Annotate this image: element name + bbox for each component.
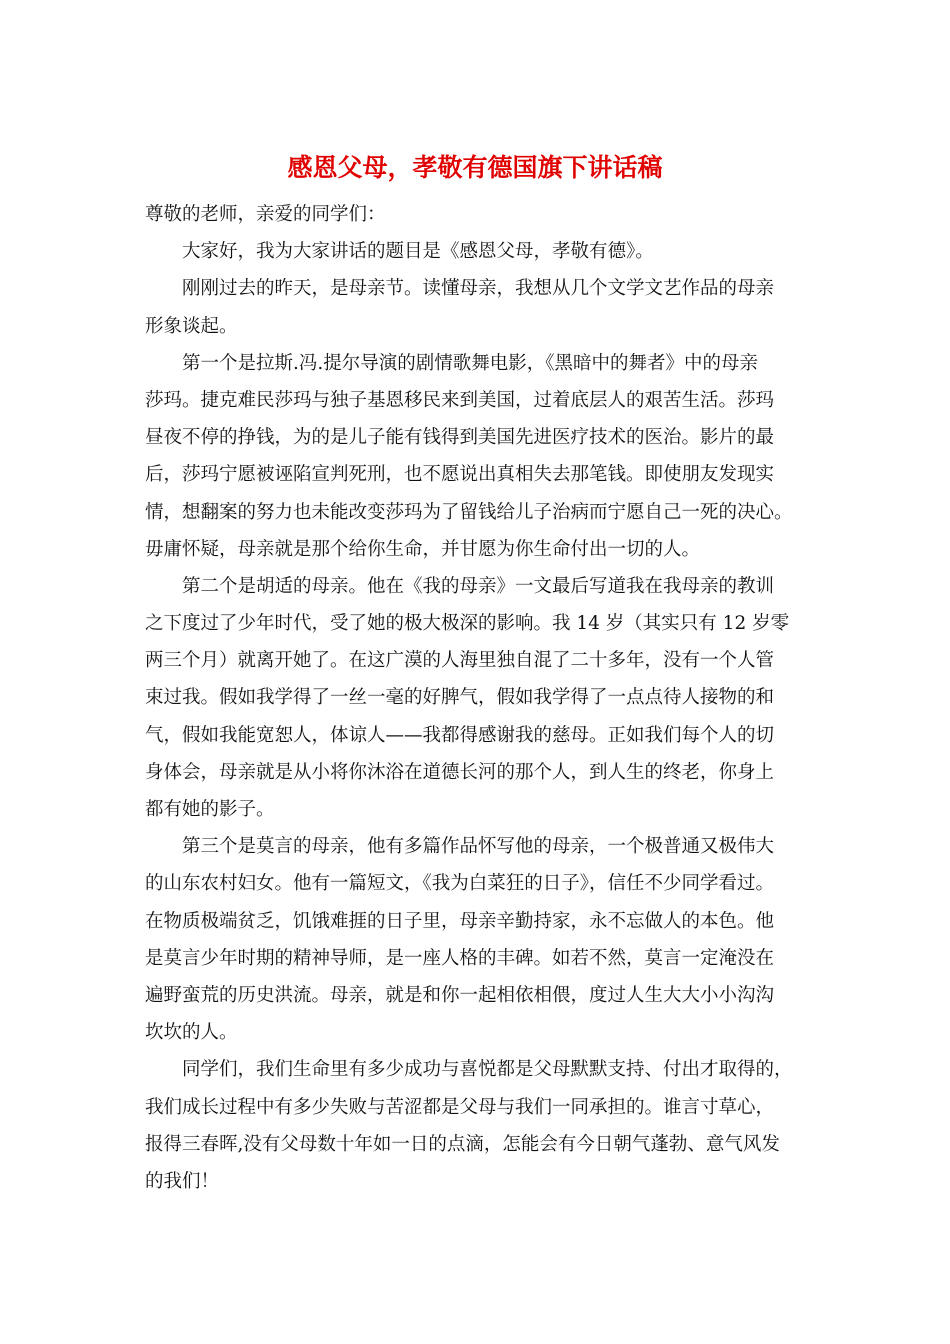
body-line: 遍野蛮荒的历史洪流。母亲，就是和你一起相依相偎，度过人生大大小小沟沟 bbox=[145, 984, 775, 1006]
body-line: 形象谈起。 bbox=[145, 315, 238, 337]
body-line: 昼夜不停的挣钱，为的是儿子能有钱得到美国先进医疗技术的医治。影片的最 bbox=[145, 427, 775, 449]
body-line: 尊敬的老师，亲爱的同学们： bbox=[145, 204, 386, 225]
body-line: 的我们！ bbox=[145, 1170, 220, 1192]
body-line: 气，假如我能宽恕人，体谅人——我都得感谢我的慈母。正如我们每个人的切 bbox=[145, 724, 775, 746]
body-line: 束过我。假如我学得了一丝一毫的好脾气，假如我学得了一点点待人接物的和 bbox=[145, 687, 775, 709]
body-line: 报得三春晖,没有父母数十年如一日的点滴，怎能会有今日朝气蓬勃、意气风发 bbox=[145, 1133, 780, 1155]
document-body bbox=[145, 196, 810, 1200]
body-line: 刚刚过去的昨天，是母亲节。读懂母亲，我想从几个文学文艺作品的母亲 bbox=[182, 278, 775, 300]
body-line: 第二个是胡适的母亲。他在《我的母亲》一文最后写道我在我母亲的教训 bbox=[182, 575, 775, 597]
body-line: 之下度过了少年时代，受了她的极大极深的影响。我 14 岁（其实只有 12 岁零 bbox=[145, 613, 790, 635]
body-line: 莎玛。捷克难民莎玛与独子基恩移民来到美国，过着底层人的艰苦生活。莎玛 bbox=[145, 389, 775, 411]
body-line: 第三个是莫言的母亲，他有多篇作品怀写他的母亲，一个极普通又极伟大 bbox=[182, 836, 775, 858]
body-line: 身体会，母亲就是从小将你沐浴在道德长河的那个人，到人生的终老，你身上 bbox=[145, 761, 775, 783]
body-line: 第一个是拉斯.冯.提尔导演的剧情歌舞电影，《黑暗中的舞者》中的母亲 bbox=[182, 352, 759, 374]
body-line: 是莫言少年时期的精神导师，是一座人格的丰碑。如若不然，莫言一定淹没在 bbox=[145, 947, 775, 969]
body-line: 毋庸怀疑，母亲就是那个给你生命，并甘愿为你生命付出一切的人。 bbox=[145, 538, 701, 560]
body-line: 的山东农村妇女。他有一篇短文，《我为白菜狂的日子》，信任不少同学看过。 bbox=[145, 873, 775, 895]
body-line: 两三个月）就离开她了。在这广漠的人海里独自混了二十多年，没有一个人管 bbox=[145, 650, 775, 672]
body-line: 情，想翻案的努力也未能改变莎玛为了留钱给儿子治病而宁愿自己一死的决心。 bbox=[145, 501, 793, 523]
body-line: 都有她的影子。 bbox=[145, 799, 275, 820]
body-line: 后，莎玛宁愿被诬陷宣判死刑，也不愿说出真相失去那笔钱。即使朋友发现实 bbox=[145, 464, 775, 486]
body-line: 同学们，我们生命里有多少成功与喜悦都是父母默默支持、付出才取得的， bbox=[182, 1059, 793, 1081]
body-line: 我们成长过程中有多少失败与苦涩都是父母与我们一同承担的。谁言寸草心， bbox=[145, 1096, 775, 1118]
body-line: 大家好，我为大家讲话的题目是《感恩父母，孝敬有德》。 bbox=[182, 241, 654, 263]
body-line: 坎坎的人。 bbox=[145, 1022, 238, 1044]
body-line: 在物质极端贫乏，饥饿难捱的日子里，母亲辛勤持家，永不忘做人的本色。他 bbox=[145, 910, 775, 932]
document-title: 感恩父母，孝敬有德国旗下讲话稿 bbox=[287, 153, 663, 182]
